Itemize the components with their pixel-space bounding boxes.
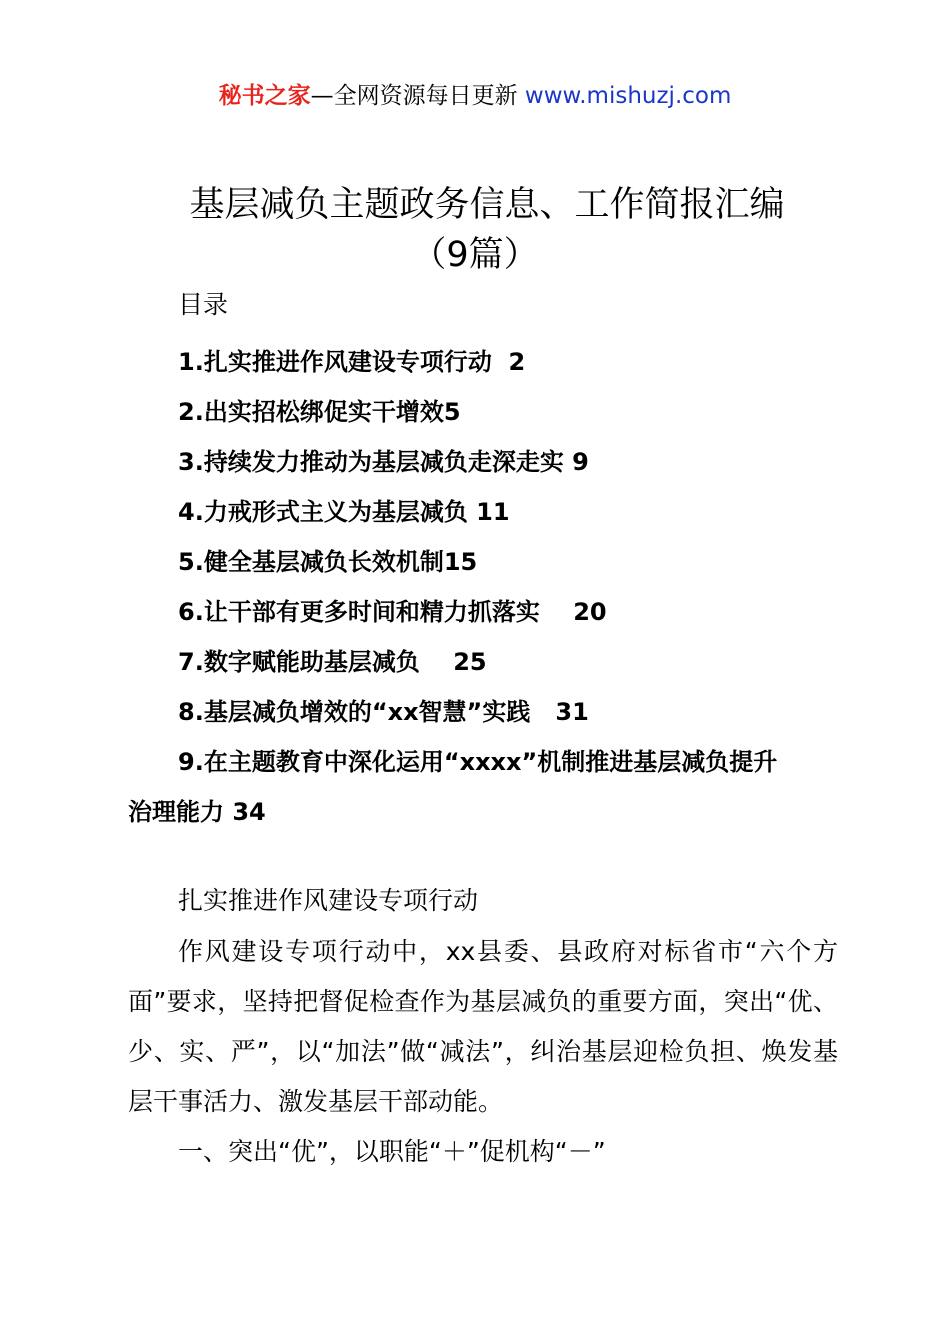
document-title-line1: 基层减负主题政务信息、工作简报汇编 (189, 185, 785, 225)
toc-item-9-line1: 9.在主题教育中深化运用“xxxx”机制推进基层减负提升 (178, 748, 778, 776)
toc-item-9-line2: 治理能力 34 (128, 798, 266, 826)
site-banner (0, 80, 950, 112)
section-heading: 扎实推进作风建设专项行动 (178, 886, 479, 915)
toc-item-1[interactable]: 1.扎实推进作风建设专项行动 2 (178, 348, 526, 376)
toc-item-4[interactable]: 4.力戒形式主义为基层减负 11 (178, 498, 510, 526)
banner-site-link[interactable]: www.mishuzj.com (524, 83, 732, 109)
toc-item-6[interactable]: 6.让干部有更多时间和精力抓落实 20 (178, 598, 607, 626)
banner-tagline: —全网资源每日更新 (310, 83, 525, 109)
toc-item-2[interactable]: 2.出实招松绑促实干增效5 (178, 398, 461, 426)
section-paragraph: 作风建设专项行动中，xx县委、县政府对标省市“六个方面”要求，坚持把督促检查作为基层减负的重要方面，突出“优、少、实、严”，以“加法”做“减法”，纠治基层迎检负担、焕发基层干事活力、激发基层干部动能。 (128, 937, 838, 1116)
toc-item-3[interactable]: 3.持续发力推动为基层减负走深走实 9 (178, 448, 589, 476)
toc-item-9[interactable] (128, 737, 848, 837)
document-title-line2: （9篇） (411, 235, 539, 275)
banner-brand: 秘书之家 (218, 83, 311, 109)
table-of-contents (128, 337, 848, 837)
section-subheading: 一、突出“优”，以职能“＋”促机构“－” (178, 1137, 606, 1166)
toc-item-7[interactable]: 7.数字赋能助基层减负 25 (178, 648, 487, 676)
toc-item-8[interactable]: 8.基层减负增效的“xx智慧”实践 31 (178, 698, 589, 726)
toc-item-5[interactable]: 5.健全基层减负长效机制15 (178, 548, 478, 576)
toc-heading: 目录 (178, 290, 229, 319)
